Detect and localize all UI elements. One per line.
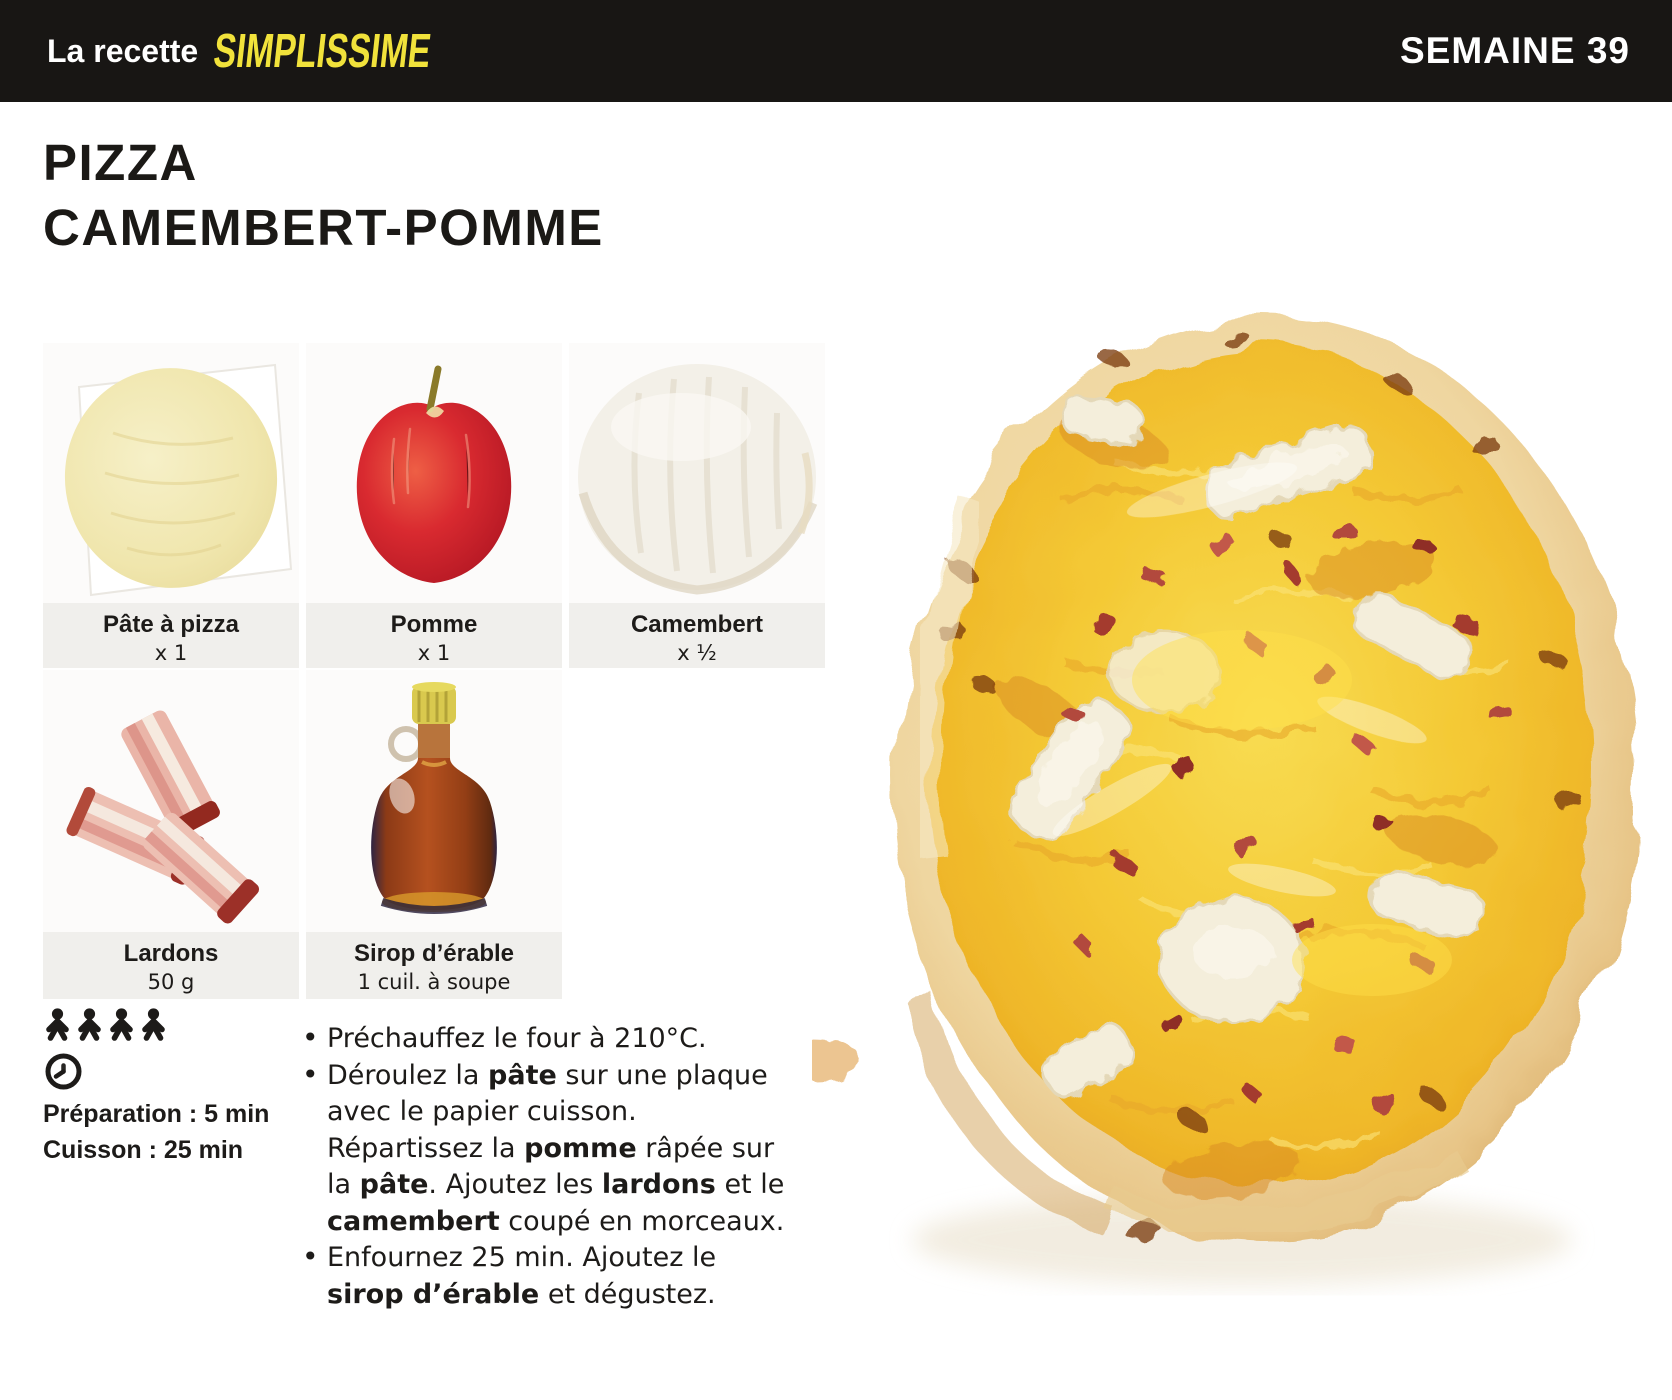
pizza-dough-photo	[43, 343, 299, 603]
brand	[47, 24, 524, 79]
ingredient-tile-sirop-derable	[306, 670, 562, 999]
page-title	[43, 130, 604, 260]
ingredient-tile-pate-a-pizza	[43, 343, 299, 668]
ingredient-qty: 50 g	[147, 970, 195, 994]
ingredient-label	[306, 932, 562, 999]
ingredient-tile-lardons	[43, 670, 299, 999]
timer-indicator	[44, 1052, 83, 1095]
instructions-list	[299, 1021, 795, 1313]
title-line-2: CAMEMBERT-POMME	[43, 199, 604, 256]
recipe-step: • Déroulez la pâte sur une plaque avec le papier cuisson. Répartissez la pomme râpée sur la pâte. Ajoutez les lardons et le camembert coupé en morceaux.	[299, 1058, 795, 1241]
person-icon	[140, 1008, 167, 1045]
camembert-photo	[569, 343, 825, 603]
title-line-1: PIZZA	[43, 134, 198, 191]
recipe-step: • Enfournez 25 min. Ajoutez le sirop d’érable et dégustez.	[299, 1240, 795, 1313]
ingredient-name: Lardons	[123, 940, 219, 967]
person-icon	[76, 1008, 103, 1045]
ingredient-qty: 1 cuil. à soupe	[357, 970, 511, 994]
week-label: SEMAINE 39	[1399, 30, 1630, 71]
ingredient-name: Sirop d’érable	[353, 940, 515, 967]
recipe-step: • Préchauffez le four à 210°C.	[299, 1021, 795, 1058]
ingredient-name: Pomme	[390, 611, 478, 638]
person-icon	[108, 1008, 135, 1045]
ingredient-qty: x 1	[154, 641, 188, 665]
brand-logo: SIMPLISSIME	[211, 24, 434, 78]
brand-prefix: La recette	[47, 32, 199, 69]
ingredient-tile-camembert	[569, 343, 825, 668]
ingredient-tile-pomme	[306, 343, 562, 668]
ingredient-qty: x ½	[677, 641, 717, 665]
ingredient-label	[43, 932, 299, 999]
ingredient-name: Pâte à pizza	[102, 611, 240, 638]
clock-icon	[44, 1076, 83, 1095]
ingredient-qty: x 1	[417, 641, 451, 665]
times-block	[43, 1096, 269, 1168]
cook-time: Cuisson : 25 min	[43, 1136, 244, 1164]
maple-syrup-photo	[306, 670, 562, 932]
header-bar	[0, 0, 1672, 102]
bacon-photo	[43, 670, 299, 932]
apple-photo	[306, 343, 562, 603]
pizza-camembert-pomme-photo	[812, 240, 1672, 1400]
servings-indicator	[44, 1008, 167, 1045]
ingredient-label	[306, 603, 562, 668]
ingredient-label	[569, 603, 825, 668]
ingredient-name: Camembert	[630, 611, 764, 638]
prep-time: Préparation : 5 min	[43, 1100, 270, 1128]
ingredient-label	[43, 603, 299, 668]
person-icon	[44, 1008, 71, 1045]
